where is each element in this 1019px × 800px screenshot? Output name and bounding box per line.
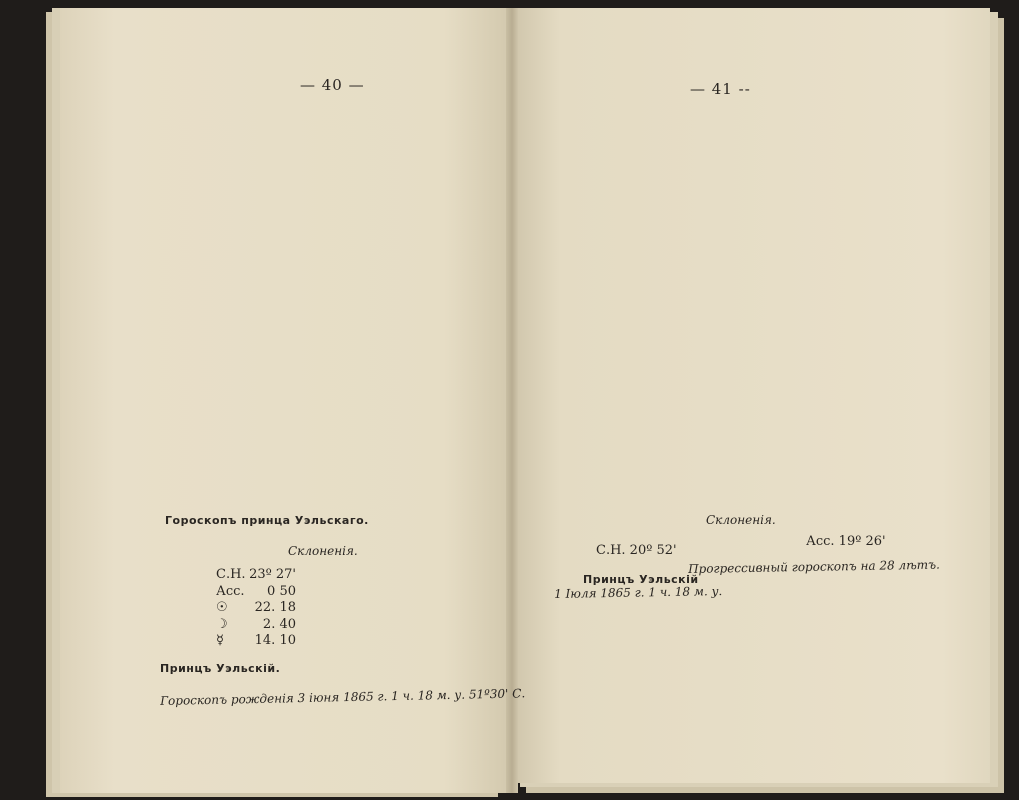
declination-row xyxy=(216,567,296,584)
declination-row xyxy=(216,600,296,617)
page-number-left: — 40 — xyxy=(300,76,365,94)
page-number-right: — 41 -- xyxy=(690,80,751,98)
declination-value: 23º 27' xyxy=(249,567,296,582)
progressive-caption-line2: 1 Іюля 1865 г. 1 ч. 18 м. у. xyxy=(554,584,723,601)
prince-label-right: Принцъ Уэльскій xyxy=(583,573,699,586)
declination-row xyxy=(216,633,296,650)
prince-label-left: Принцъ Уэльскій. xyxy=(160,662,281,675)
declination-key: ☉ xyxy=(216,600,228,615)
horoscope-title: Гороскопъ принца Уэльскаго. xyxy=(165,514,369,527)
declinations-label-left: Склоненія. xyxy=(288,544,358,558)
declination-value: 2. 40 xyxy=(262,616,296,632)
horoscope-chart-left xyxy=(178,165,484,485)
declination-key: С.Н. xyxy=(216,567,246,582)
declination-value: 0 50 xyxy=(267,583,296,599)
declinations-label-right: Склоненія. xyxy=(706,513,776,527)
asc-declination: Асс. 19º 26' xyxy=(806,534,886,549)
declination-value: 22. 18 xyxy=(254,600,296,615)
natal-caption: Гороскопъ рожденія 3 іюня 1865 г. 1 ч. 18 м. у. 51º30' С. xyxy=(160,686,526,708)
declination-row xyxy=(216,584,296,601)
book-gutter xyxy=(506,8,518,793)
progressive-caption-line1: Прогрессивный гороскопъ на 28 лѣтъ. xyxy=(688,557,941,576)
declination-key: ☿ xyxy=(216,633,224,648)
declination-key: ☽ xyxy=(216,616,228,632)
declinations-list-left xyxy=(216,567,296,650)
sn-declination: С.Н. 20º 52' xyxy=(596,543,677,558)
horoscope-chart-right xyxy=(576,165,886,475)
declination-key: Асс. xyxy=(216,583,245,599)
declination-value: 14. 10 xyxy=(254,633,296,648)
declination-row xyxy=(216,617,296,634)
